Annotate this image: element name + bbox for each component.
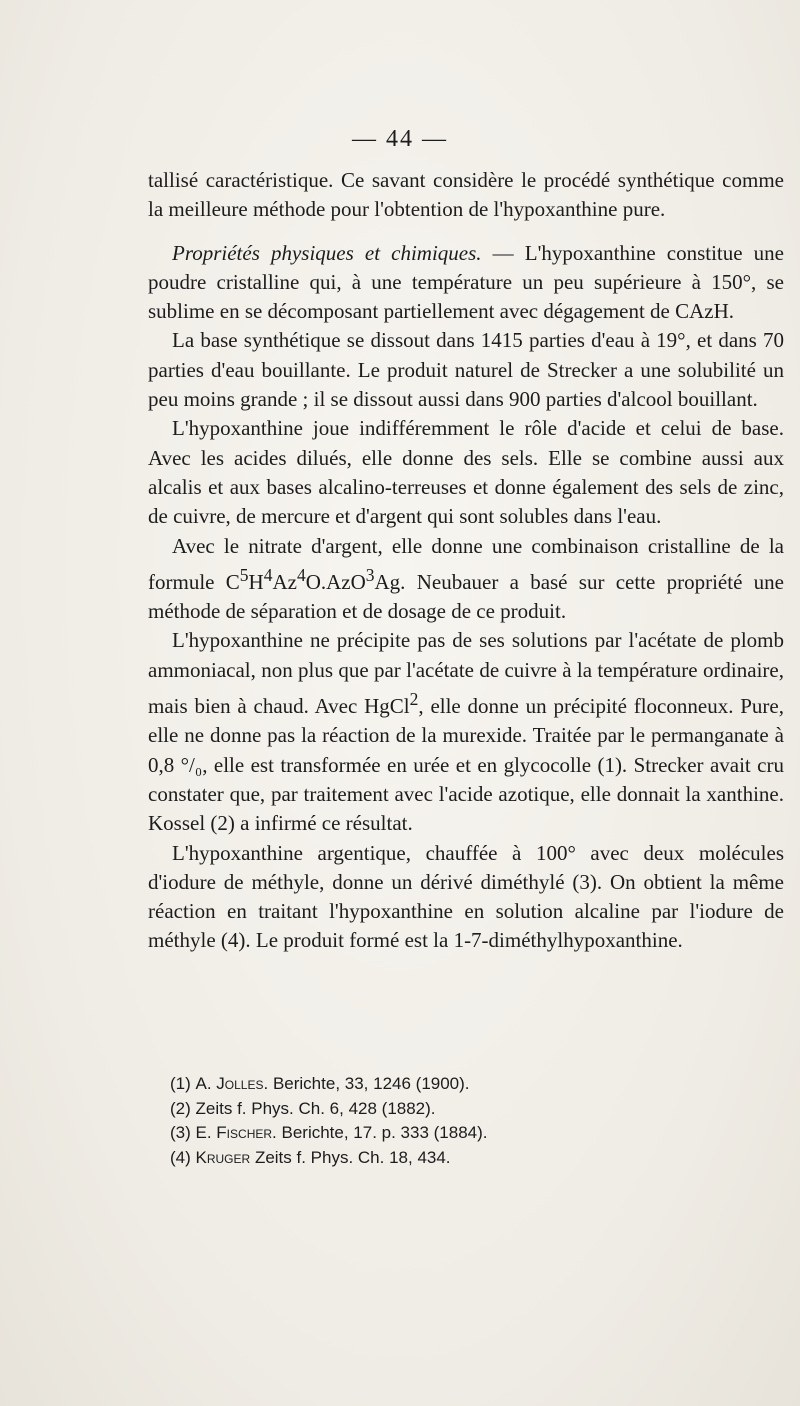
paragraph-6-b: , elle donne un précipité floconneux. Pure, elle ne donne pas la réaction de la murexide. Traitée par le permanganate à 0,8 °/₀, elle est transformée en urée et en glycocolle (1). Strecker avait cru constater que, par traitement avec l'acide azotique, elle donnait la xanthine. Kossel (2) a infirmé ce résultat. xyxy=(148,694,784,836)
paragraph-2-text: — L'hypoxanthine constitue une poudre cristalline qui, à une température un peu supérieure à 150°, se sublime en se décomposant partiellement avec dégagement de CAzH. xyxy=(148,240,785,324)
formula-sub-4: 3 xyxy=(365,564,375,585)
paragraph-5-c: Az xyxy=(272,569,297,594)
footnote-3 xyxy=(170,1121,730,1146)
paragraph-5-e: Ag. Neubauer a basé sur cette propriété une méthode de séparation et de dosage de ce produit. xyxy=(148,569,785,624)
section-heading: Propriétés physiques et chimiques. xyxy=(172,240,482,265)
paragraph-6-a: L'hypoxanthine ne précipite pas de ses solutions par l'acétate de plomb ammoniacal, non plus que par l'acétate de cuivre à la température ordinaire, mais bien à chaud. Avec HgCl xyxy=(148,628,784,719)
footnote-author: E. Fischer. xyxy=(195,1123,277,1142)
footnote-ref: Zeits f. Phys. Ch. 6, 428 (1882). xyxy=(195,1098,436,1118)
footnote-ref: Berichte, 33, 1246 (1900). xyxy=(272,1074,470,1093)
paragraph-1: tallisé caractéristique. Ce savant considère le procédé synthétique comme la meilleure méthode pour l'obtention de l'hypoxanthine pure. xyxy=(148,168,784,222)
footnote-2 xyxy=(170,1097,730,1122)
footnote-author: Kruger xyxy=(195,1147,251,1167)
formula-sub-1: 5 xyxy=(239,564,249,585)
page-number: — 44 — xyxy=(352,126,448,152)
footnote-ref: Zeits f. Phys. Ch. 18, 434. xyxy=(254,1147,451,1167)
footnote-num: (3) xyxy=(170,1123,191,1142)
formula-sub-2: 4 xyxy=(263,564,273,585)
paragraph-5-a: Avec le nitrate d'argent, elle donne une combinaison cristalline de la formule C xyxy=(148,533,784,594)
footnote-num: (1) xyxy=(170,1074,191,1093)
paragraph-5-b: H xyxy=(248,569,264,594)
footnotes xyxy=(170,1072,730,1170)
paragraph-5 xyxy=(148,532,784,627)
footnote-num: (4) xyxy=(170,1147,191,1167)
footnote-ref: Berichte, 17. p. 333 (1884). xyxy=(281,1123,488,1142)
footnote-4 xyxy=(170,1146,730,1171)
footnote-author: A. Jolles. xyxy=(195,1074,269,1093)
paragraph-2 xyxy=(148,239,784,327)
paragraph-6 xyxy=(148,626,784,838)
body-text xyxy=(148,166,784,956)
formula-sub-3: 4 xyxy=(296,564,306,585)
formula-sup: 2 xyxy=(409,689,419,710)
paragraph-4: L'hypoxanthine joue indifféremment le rôle d'acide et celui de base. Avec les acides dilués, elle donne des sels. Elle se combine aussi aux alcalis et aux bases alcalino-terreuses et donne également des sels de zinc, de cuivre, de mercure et d'argent qui sont solubles dans l'eau. xyxy=(148,416,784,529)
footnote-1 xyxy=(170,1072,730,1097)
footnote-num: (2) xyxy=(170,1098,191,1118)
paragraph-3: La base synthétique se dissout dans 1415 parties d'eau à 19°, et dans 70 parties d'eau bouillante. Le produit naturel de Strecker a une solubilité un peu moins grande ; il se dissout aussi dans 900 parties d'alcool bouillant. xyxy=(148,328,784,412)
paragraph-7: L'hypoxanthine argentique, chauffée à 100° avec deux molécules d'iodure de méthyle, donne un dérivé diméthylé (3). On obtient la même réaction en traitant l'hypoxanthine en solution alcaline par l'iodure de méthyle (4). Le produit formé est la 1-7-diméthylhypoxanthine. xyxy=(148,840,784,953)
paragraph-5-d: O.AzO xyxy=(305,569,366,594)
